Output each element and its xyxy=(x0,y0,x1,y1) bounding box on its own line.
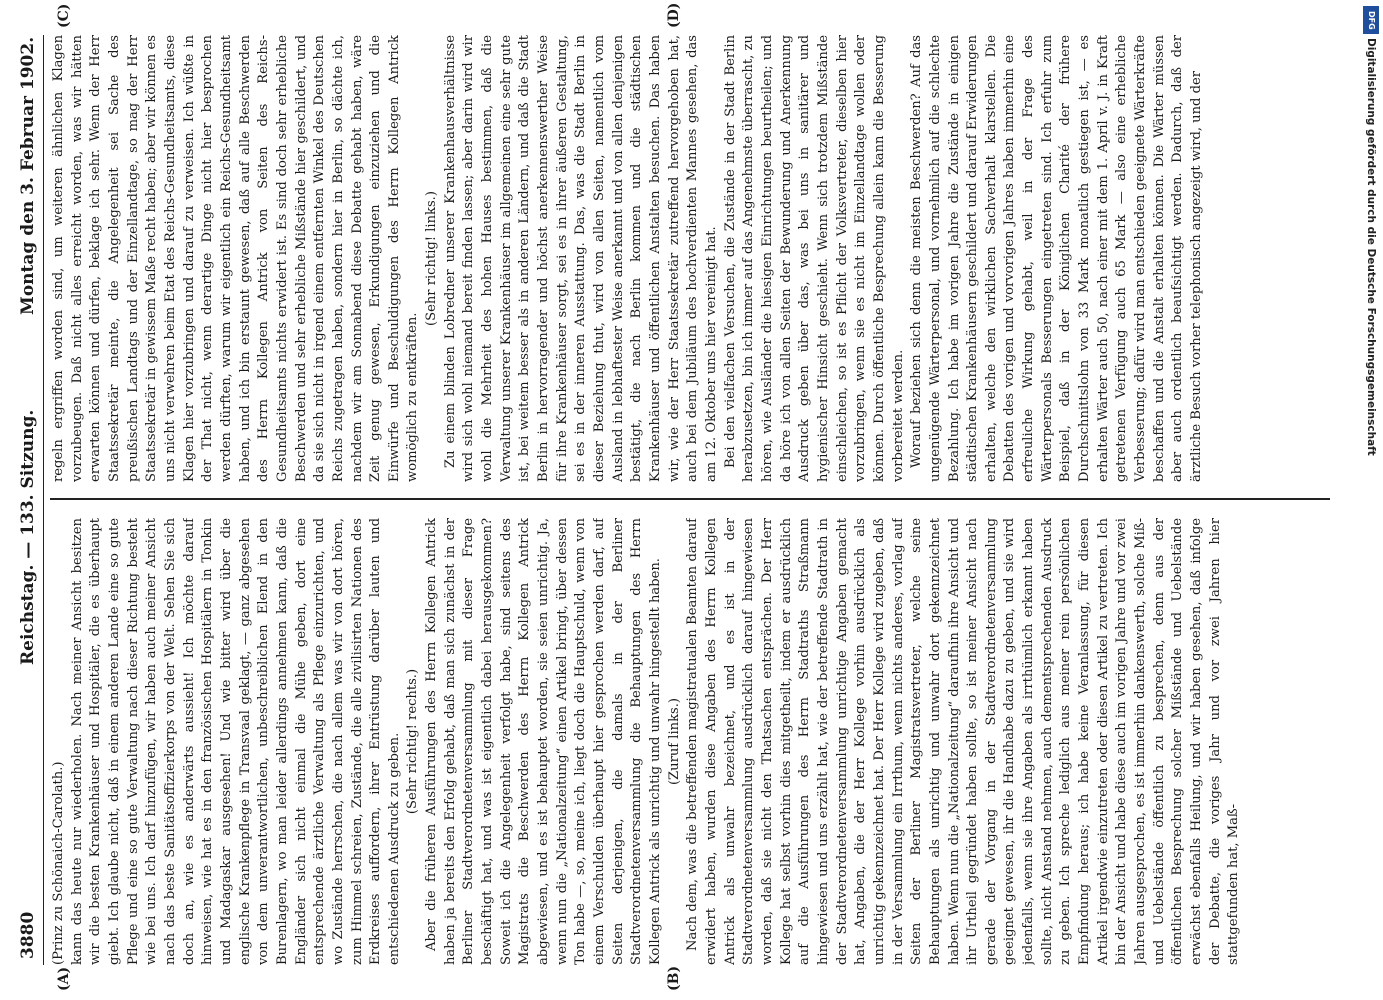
paragraph: regeln ergriffen worden sind, um weiteren ähnlichen Klagen vorzubeugen. Daß nicht alles erreicht worden, was wir hätten erwarten können und dürfen, beklage ich sehr. Wenn der Herr Staatssekretär meinte, die Angelegenheit sei Sache des preußischen Landtags und der Einzellandtage, so mag der Herr Staatssekretär in gewissem Maße recht haben; aber wir können es uns nicht verwehren beim Etat des Reichs-Gesundheitsamts, diese Klagen hier vorzubringen und darauf zu verweisen. Ich wüßte in der That nicht, wenn derartige Dinge nicht hier besprochen werden dürften, warum wir eigentlich ein Reichs-Gesundheitsamt haben, und ich bin erstaunt gewesen, daß auf alle Beschwerden des Herrn Kollegen Antrick von Seiten des Reichs-Gesundheitsamts nichts erwidert ist. Es sind doch sehr erhebliche Beschwerden und sehr erhebliche Mißstände hier geschildert, und da sie sich nicht in irgend einem entfernten Winkel des Deutschen Reichs zugetragen haben, sondern hier in Berlin, so dächte ich, nachdem wir am Sonnabend diese Debatte gehabt haben, wäre Zeit genug gewesen, Erkundigungen einzuziehen und die Einwürfe und Beschuldigungen des Herrn Kollegen Antrick womöglich zu entkräften. xyxy=(51,35,421,482)
marker-b: (B) xyxy=(666,965,682,991)
column-divider xyxy=(50,499,1330,501)
paragraph: kann das heute nur wiederholen. Nach meiner Ansicht besitzen wir die besten Krankenhäuser und Hospitäler, die es überhaupt giebt. Ich glaube nicht, daß in einem anderen Lande eine so gute Pflege und eine so gute Verwaltung nach dieser Richtung besteht wie bei uns. Ich darf hinzufügen, wir haben auch meiner Ansicht nach das beste Sanitätsoffizierkorps von der Welt. Sehen Sie sich doch an, wie es anderwärts aussieht! Ich möchte darauf hinweisen, wie hat es in den französischen Hospitälern in Tonkin und Madagaskar ausgesehen! Und wie bitter wird über die englische Krankenpflege in Transvaal geklagt, — ganz abgesehen von dem unverantwortlichen, unbeschreiblichen Elend in den Burenlagern, wo man leider allerdings annehmen kann, daß die Engländer sich nicht einmal die Mühe geben, dort eine entsprechende ärztliche Verwaltung als Pflege einzurichten, und wo Zustände herrschen, die nach allem was wir von dort hören, zum Himmel schreien, Zustände, die alle zivilisirten Nationen des Erdkreises auffordern, ihrer Entrüstung darüber lauten und entschiedenen Ausdruck zu geben. xyxy=(69,518,402,965)
dfg-credit-text: Digitalisierung gefördert durch die Deutsche Forschungsgemeinschaft xyxy=(1365,38,1377,456)
marker-a: (A) xyxy=(56,966,72,991)
paragraph: (Sehr richtig! links.) xyxy=(424,191,440,326)
header-rule xyxy=(43,35,44,965)
marker-c: (C) xyxy=(56,3,72,28)
paragraph: (Prinz zu Schönaich-Carolath.) xyxy=(51,761,66,965)
paragraph: Worauf beziehen sich denn die meisten Beschwerden? Auf das ungenügende Wärterpersonal, und vornehmlich auf die schlechte Bezahlung. Ich habe im vorigen Jahre die Zustände in einigen städtischen Krankenhäusern geschildert und darauf Erwiderungen erhalten, welche den wirklichen Sachverhalt klarstellen. Die Debatten des vorigen und vorvorigen Jahres haben immerhin eine erfreuliche Wirkung gehabt, weil in der Frage des Wärterpersonals Besserungen eingetreten sind. Ich erfuhr zum Beispiel, daß in der Königlichen Charité der frühere Durchschnittslohn von 33 Mark monatlich gestiegen ist, — es erhalten Wärter auch 50, nach einer mit dem 1. April v. J. in Kraft getretenen Verfügung auch 65 Mark — also eine erhebliche Verbesserung; dafür wird man entschieden geeignete Wärterkräfte beschaffen und die Anstalt erhalten können. Die Wärter müssen aber auch ordentlich beaufsichtigt werden. Dadurch, daß der ärztliche Besuch vorher telephonisch angezeigt wird, und der xyxy=(909,35,1205,482)
right-column xyxy=(50,35,1330,482)
page-header xyxy=(16,35,46,965)
page-number: 3880 xyxy=(18,911,38,959)
page-date: Montag den 3. Februar 1902. xyxy=(18,36,38,315)
page-title: Reichstag. — 133. Sitzung. xyxy=(18,409,38,665)
paragraph: Bei den vielfachen Versuchen, die Zustände in der Stadt Berlin herabzusetzen, bin ich immer auf das Angenehmste überrascht, zu hören, wie Ausländer die hiesigen Einrichtungen beurtheilen; und da höre ich von allen Seiten der Bewunderung und Anerkennung Ausdruck geben über das, was bei uns in sanitärer und hygienischer Hinsicht geschieht. Wenn sich trotzdem Mißstände einschleichen, so ist es Pflicht der Volksvertreter, dieselben hier vorzubringen, wenn sie es nicht im Einzellandtage wollen oder können. Durch öffentliche Besprechung allein kann die Besserung vorbereitet werden. xyxy=(722,35,906,482)
paragraph: Zu einem blinden Lobredner unserer Krankenhausverhältnisse wird sich wohl niemand bereit finden lassen; aber darin wird wir wohl die Mehrheit des hohen Hauses bestimmen, daß die Verwaltung unserer Krankenhäuser im allgemeinen eine sehr gute ist, bei weitem besser als in anderen Ländern, und daß die Stadt Berlin in hervorragender und höchst anerkennenswerther Weise für ihre Krankenhäuser sorgt, sei es in ihrer äußeren Gestaltung, sei es in der inneren Ausstattung. Das, was die Stadt Berlin in dieser Beziehung thut, wird von allen Seiten, namentlich vom Ausland in lebhaftester Weise anerkannt und von allen denjenigen bestätigt, die nach Berlin kommen und die städtischen Krankenhäuser und öffentlichen Anstalten besuchen. Das haben wir, wie der Herr Staatssekretär zutreffend hervorgehoben hat, auch bei dem Jubiläum des hochverdienten Mannes gesehen, das am 12. Oktober uns hier vereinigt hat. xyxy=(442,35,719,482)
marker-d: (D) xyxy=(666,2,682,28)
paragraph: Nach dem, was die betreffenden magistratualen Beamten darauf erwidert haben, wurden diese Angaben des Herrn Kollegen Antrick als unwahr bezeichnet, und es ist in der Stadtverordnetenversammlung ausdrücklich darauf hingewiesen worden, daß sie nicht den Thatsachen entsprächen. Der Herr Kollege hat selbst vorhin dies mitgetheilt, indem er ausdrücklich auf die Ausführungen des Herrn Stadtraths Straßmann hingewiesen und uns erzählt hat, wie der betreffende Stadtrath in der Stadtverordnetenversammlung unrichtige Angaben gemacht hat, Angaben, die der Herr Kollege vorhin ausdrücklich als unrichtig gekennzeichnet hat. Der Herr Kollege wird zugeben, daß in der Versammlung ein Irrthum, wenn nichts anderes, vorlag auf Seiten der Berliner Magistratsvertreter, welche seine Behauptungen als unrichtig und unwahr dort gekennzeichnet haben. Wenn nun die „Nationalzeitung“ daraufhin ihre Ansicht und ihr Urtheil gegründet haben sollte, so ist meiner Ansicht nach gerade der Vorgang in der Stadtverordnetenversammlung geeignet gewesen, ihr die Handhabe dazu zu geben, und sie wird jedenfalls, wenn sie ihre Angaben als irrthümlich erkannt haben sollte, nicht Anstand nehmen, auch dementsprechenden Ausdruck zu geben. Ich spreche lediglich aus meiner rein persönlichen Empfindung heraus; ich habe keine Veranlassung, für diesen Artikel irgendwie einzutreten oder diesen Artikel zu vertreten. Ich bin der Ansicht und habe diese auch im vorigen Jahre und vor zwei Jahren ausgesprochen, es ist immerhin dankenswerth, solche Miß- und Uebelstände öffentlich zu besprechen, denn aus der öffentlichen Besprechung solcher Mißstände und Uebelstände erwächst ebenfalls Heilung, und wir haben gesehen, daß infolge der Debatte, die voriges Jahr und vor zwei Jahren hier stattgefunden hat, Maß- xyxy=(685,518,1242,965)
paragraph: (Sehr richtig! rechts.) xyxy=(405,668,421,815)
paragraph: Aber die früheren Ausführungen des Herrn Kollegen Antrick haben ja bereits den Erfolg gehabt, daß man sich zunächst in der Berliner Stadtverordnetenversammlung mit dieser Frage beschäftigt hat, und was ist eigentlich dabei herausgekommen? Soweit ich die Angelegenheit verfolgt habe, sind seitens des Magistrats die Beschwerden des Herrn Kollegen Antrick abgewiesen, und es ist behauptet worden, sie seien unrichtig. Ja, wenn nun die „Nationalzeitung“ einen Artikel bringt, über dessen Ton habe —, so, meine ich, liegt doch die Hauptschuld, wenn von einem Verschulden überhaupt hier gesprochen werden darf, auf Seiten derjenigen, die damals in der Berliner Stadtverordnetenversammlung die Behauptungen des Herrn Kollegen Antrick als unrichtig und unwahr hingestellt haben. xyxy=(424,518,663,965)
paragraph: (Zuruf links.) xyxy=(666,697,682,786)
dfg-logo: DFG xyxy=(1363,6,1379,34)
scanned-page xyxy=(16,2,1336,991)
dfg-credit xyxy=(1362,6,1380,996)
left-column xyxy=(50,518,1330,965)
